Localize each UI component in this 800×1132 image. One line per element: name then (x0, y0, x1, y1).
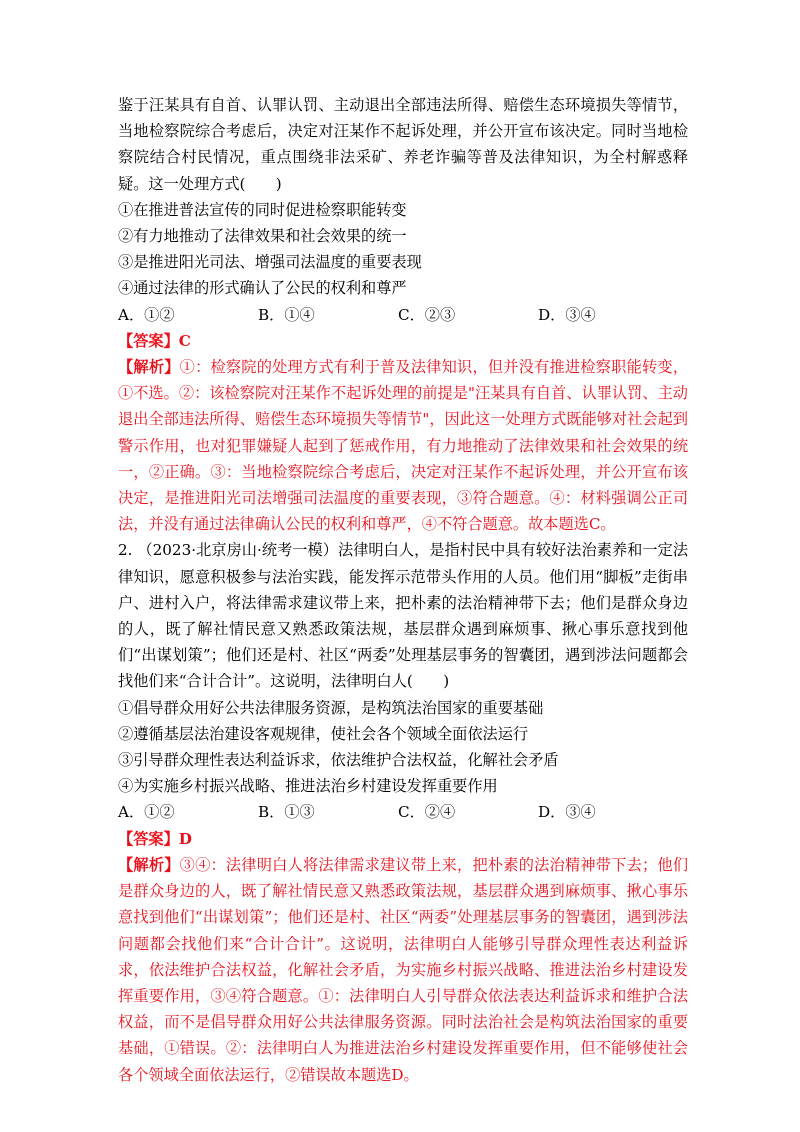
q1-option-d: D．③④ (538, 305, 596, 324)
q2-stem-block (118, 537, 688, 694)
q1-statement-2: ②有力地推动了法律效果和社会效果的统一 (118, 227, 407, 246)
q1-stem: 鉴于汪某具有自首、认罪认罚、主动退出全部违法所得、赔偿生态环境损失等情节，当地检察院综合考虑后，决定对汪某作不起诉处理，并公开宣布该决定。同时当地检察院结合村民情况，重点围绕非法采矿、养老诈骗等普及法律知识，为全村解惑释疑。这一处理方式( ) (118, 96, 688, 193)
q1-answer-value: C (178, 331, 191, 350)
q2-source: （2023·北京房山·统考一模） (137, 541, 338, 560)
q2-option-b: B．①③ (258, 803, 315, 822)
q2-statement-4: ④为实施乡村振兴战略、推进法治乡村建设发挥重要作用 (118, 777, 498, 796)
q1-analysis-tag: 【解析】 (118, 358, 180, 377)
document-page (118, 92, 688, 1088)
q1-answer-tag: 【答案】 (118, 331, 179, 350)
q2-statement-1: ①倡导群众用好公共法律服务资源，是构筑法治国家的重要基础 (118, 698, 544, 717)
q2-statement-3: ③引导群众理性表达利益诉求，依法维护合法权益，化解社会矛盾 (118, 751, 559, 770)
q2-option-a: A．①② (118, 803, 175, 822)
q1-statement-4: ④通过法律的形式确认了公民的权利和尊严 (118, 279, 407, 298)
q1-answer (118, 328, 688, 354)
q2-stem: 法律明白人，是指村民中具有较好法治素养和一定法律知识，愿意积极参与法治实践，能发挥示范带头作用的人员。他们用“脚板”走街串户、进村入户，将法律需求建议带上来，把朴素的法治精神带下去；他们是群众身边的人，既了解社情民意又熟悉政策法规，基层群众遇到麻烦事、揪心事乐意找到他们“出谋划策”；他们还是村、社区“两委”处理基层事务的智囊团，遇到涉法问题都会找他们来“合计合计”。这说明，法律明白人( ) (118, 541, 689, 691)
q1-statement-1: ①在推进普法宣传的同时促进检察职能转变 (118, 200, 407, 219)
q1-statement-3: ③是推进阳光司法、增强司法温度的重要表现 (118, 253, 422, 272)
q2-number: 2. (118, 541, 133, 560)
q2-answer (118, 826, 688, 852)
q2-answer-value: D (178, 829, 192, 848)
q1-option-b: B．①④ (258, 305, 315, 324)
q2-analysis (118, 852, 688, 1088)
q2-statement-2: ②遵循基层法治建设客观规律，使社会各个领域全面依法运行 (118, 724, 529, 743)
q2-analysis-text: ③④：法律明白人将法律需求建议带上来，把朴素的法治精神带下去；他们是群众身边的人，既了解社情民意又熟悉政策法规，基层群众遇到麻烦事、揪心事乐意找到他们“出谋划策”；他们还是村、社区“两委”处理基层事务的智囊团，遇到涉法问题都会找他们来“合计合计”。这说明，法律明白人能够引导群众理性表达利益诉求，依法维护合法权益，化解社会矛盾，为实施乡村振兴战略、推进法治乡村建设发挥重要作用，③④符合题意。①：法律明白人引导群众依法表达利益诉求和维护合法权益，而不是倡导群众用好公共法律服务资源。同时法治社会是构筑法治国家的重要基础，①错误。②：法律明白人为推进法治乡村建设发挥重要作用，但不能够使社会各个领域全面依法运行，②错误故本题选D。 (118, 855, 689, 1084)
q1-option-a: A．①② (118, 305, 175, 324)
q2-answer-tag: 【答案】 (118, 829, 179, 848)
q2-option-c: C．②④ (398, 803, 456, 822)
q1-analysis-text: ①：检察院的处理方式有利于普及法律知识，但并没有推进检察职能转变，①不选。②：该检察院对汪某作不起诉处理的前提是"汪某具有自首、认罪认罚、主动退出全部违法所得、赔偿生态环境损失等情节"，因此这一处理方式既能够对社会起到警示作用，也对犯罪嫌疑人起到了惩戒作用，有力地推动了法律效果和社会效果的统一，②正确。③：当地检察院综合考虑后，决定对汪某作不起诉处理，并公开宣布该决定，是推进阳光司法增强司法温度的重要表现，③符合题意。④：材料强调公正司法，并没有通过法律确认公民的权利和尊严，④不符合题意。故本题选C。 (118, 358, 689, 534)
q2-option-d: D．③④ (538, 803, 596, 822)
q1-analysis (118, 354, 688, 537)
q2-options (118, 799, 688, 825)
q2-analysis-tag: 【解析】 (118, 855, 180, 874)
q1-option-c: C．②③ (398, 305, 456, 324)
q1-options (118, 302, 688, 328)
